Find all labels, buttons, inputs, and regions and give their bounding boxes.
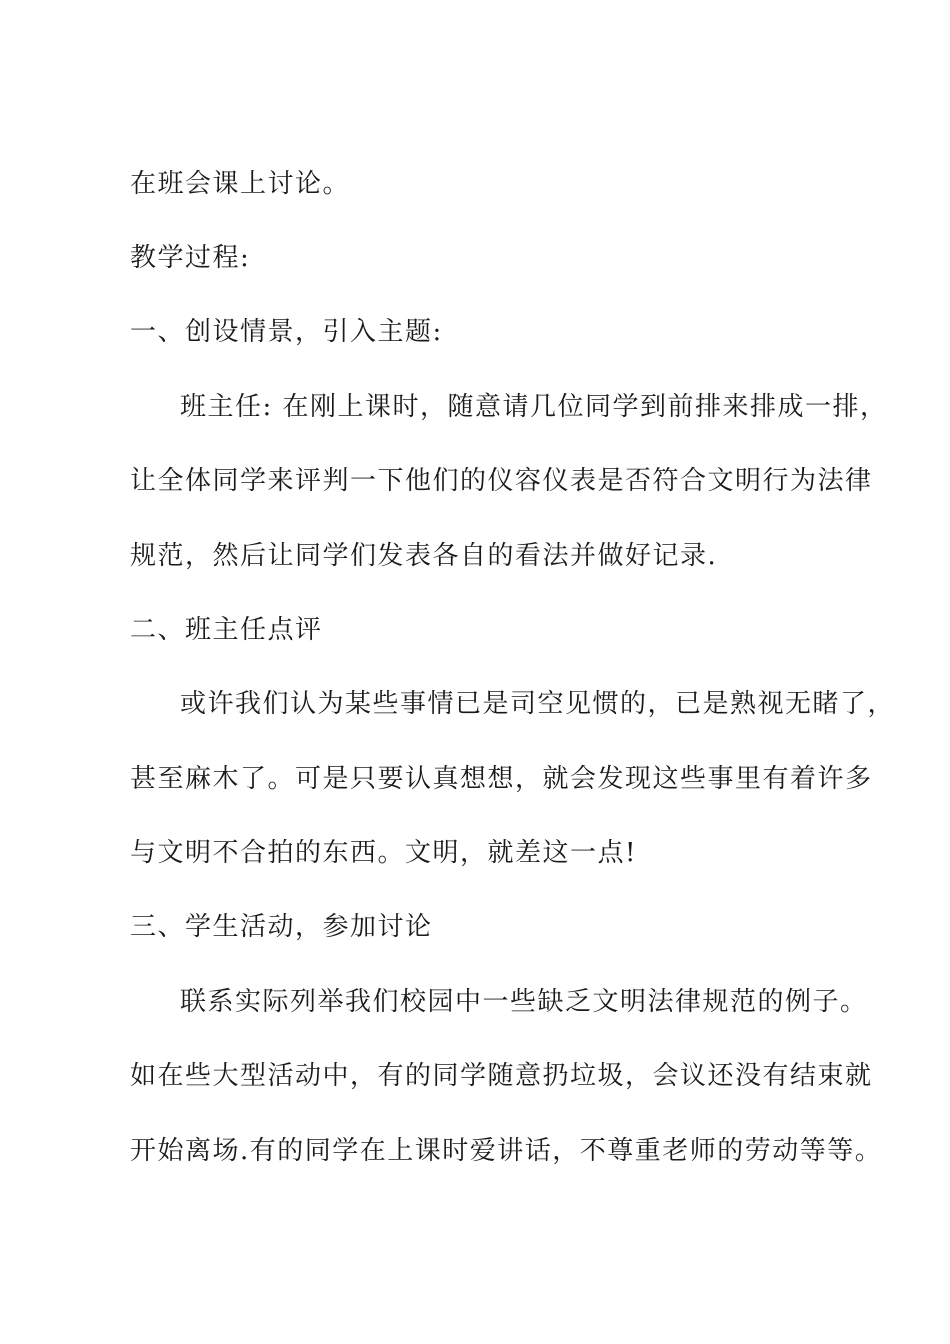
text-line-continuation: 在班会课上讨论。 xyxy=(130,169,351,199)
paragraph-1-line-3: 规范，然后让同学们发表各自的看法并做好记录. xyxy=(130,541,718,571)
section-label-teaching-process: 教学过程: xyxy=(130,243,251,273)
paragraph-3-line-2: 如在些大型活动中，有的同学随意扔垃圾，会议还没有结束就 xyxy=(130,1061,873,1091)
paragraph-3-line-3: 开始离场.有的同学在上课时爱讲话，不尊重老师的劳动等等。 xyxy=(130,1136,883,1166)
paragraph-1-line-2: 让全体同学来评判一下他们的仪容仪表是否符合文明行为法律 xyxy=(130,466,873,496)
paragraph-1-line-1: 班主任: 在刚上课时，随意请几位同学到前排来排成一排， xyxy=(180,392,888,422)
heading-section-3: 三、学生活动，参加讨论 xyxy=(130,912,433,942)
paragraph-2-line-2: 甚至麻木了。可是只要认真想想，就会发现这些事里有着许多 xyxy=(130,764,873,794)
paragraph-3-line-1: 联系实际列举我们校园中一些缺乏文明法律规范的例子。 xyxy=(180,987,868,1017)
heading-section-1: 一、创设情景，引入主题: xyxy=(130,317,443,347)
paragraph-2-line-3: 与文明不合拍的东西。文明，就差这一点! xyxy=(130,838,637,868)
heading-section-2: 二、班主任点评 xyxy=(130,615,323,645)
paragraph-2-line-1: 或许我们认为某些事情已是司空见惯的，已是熟视无睹了， xyxy=(180,689,896,719)
